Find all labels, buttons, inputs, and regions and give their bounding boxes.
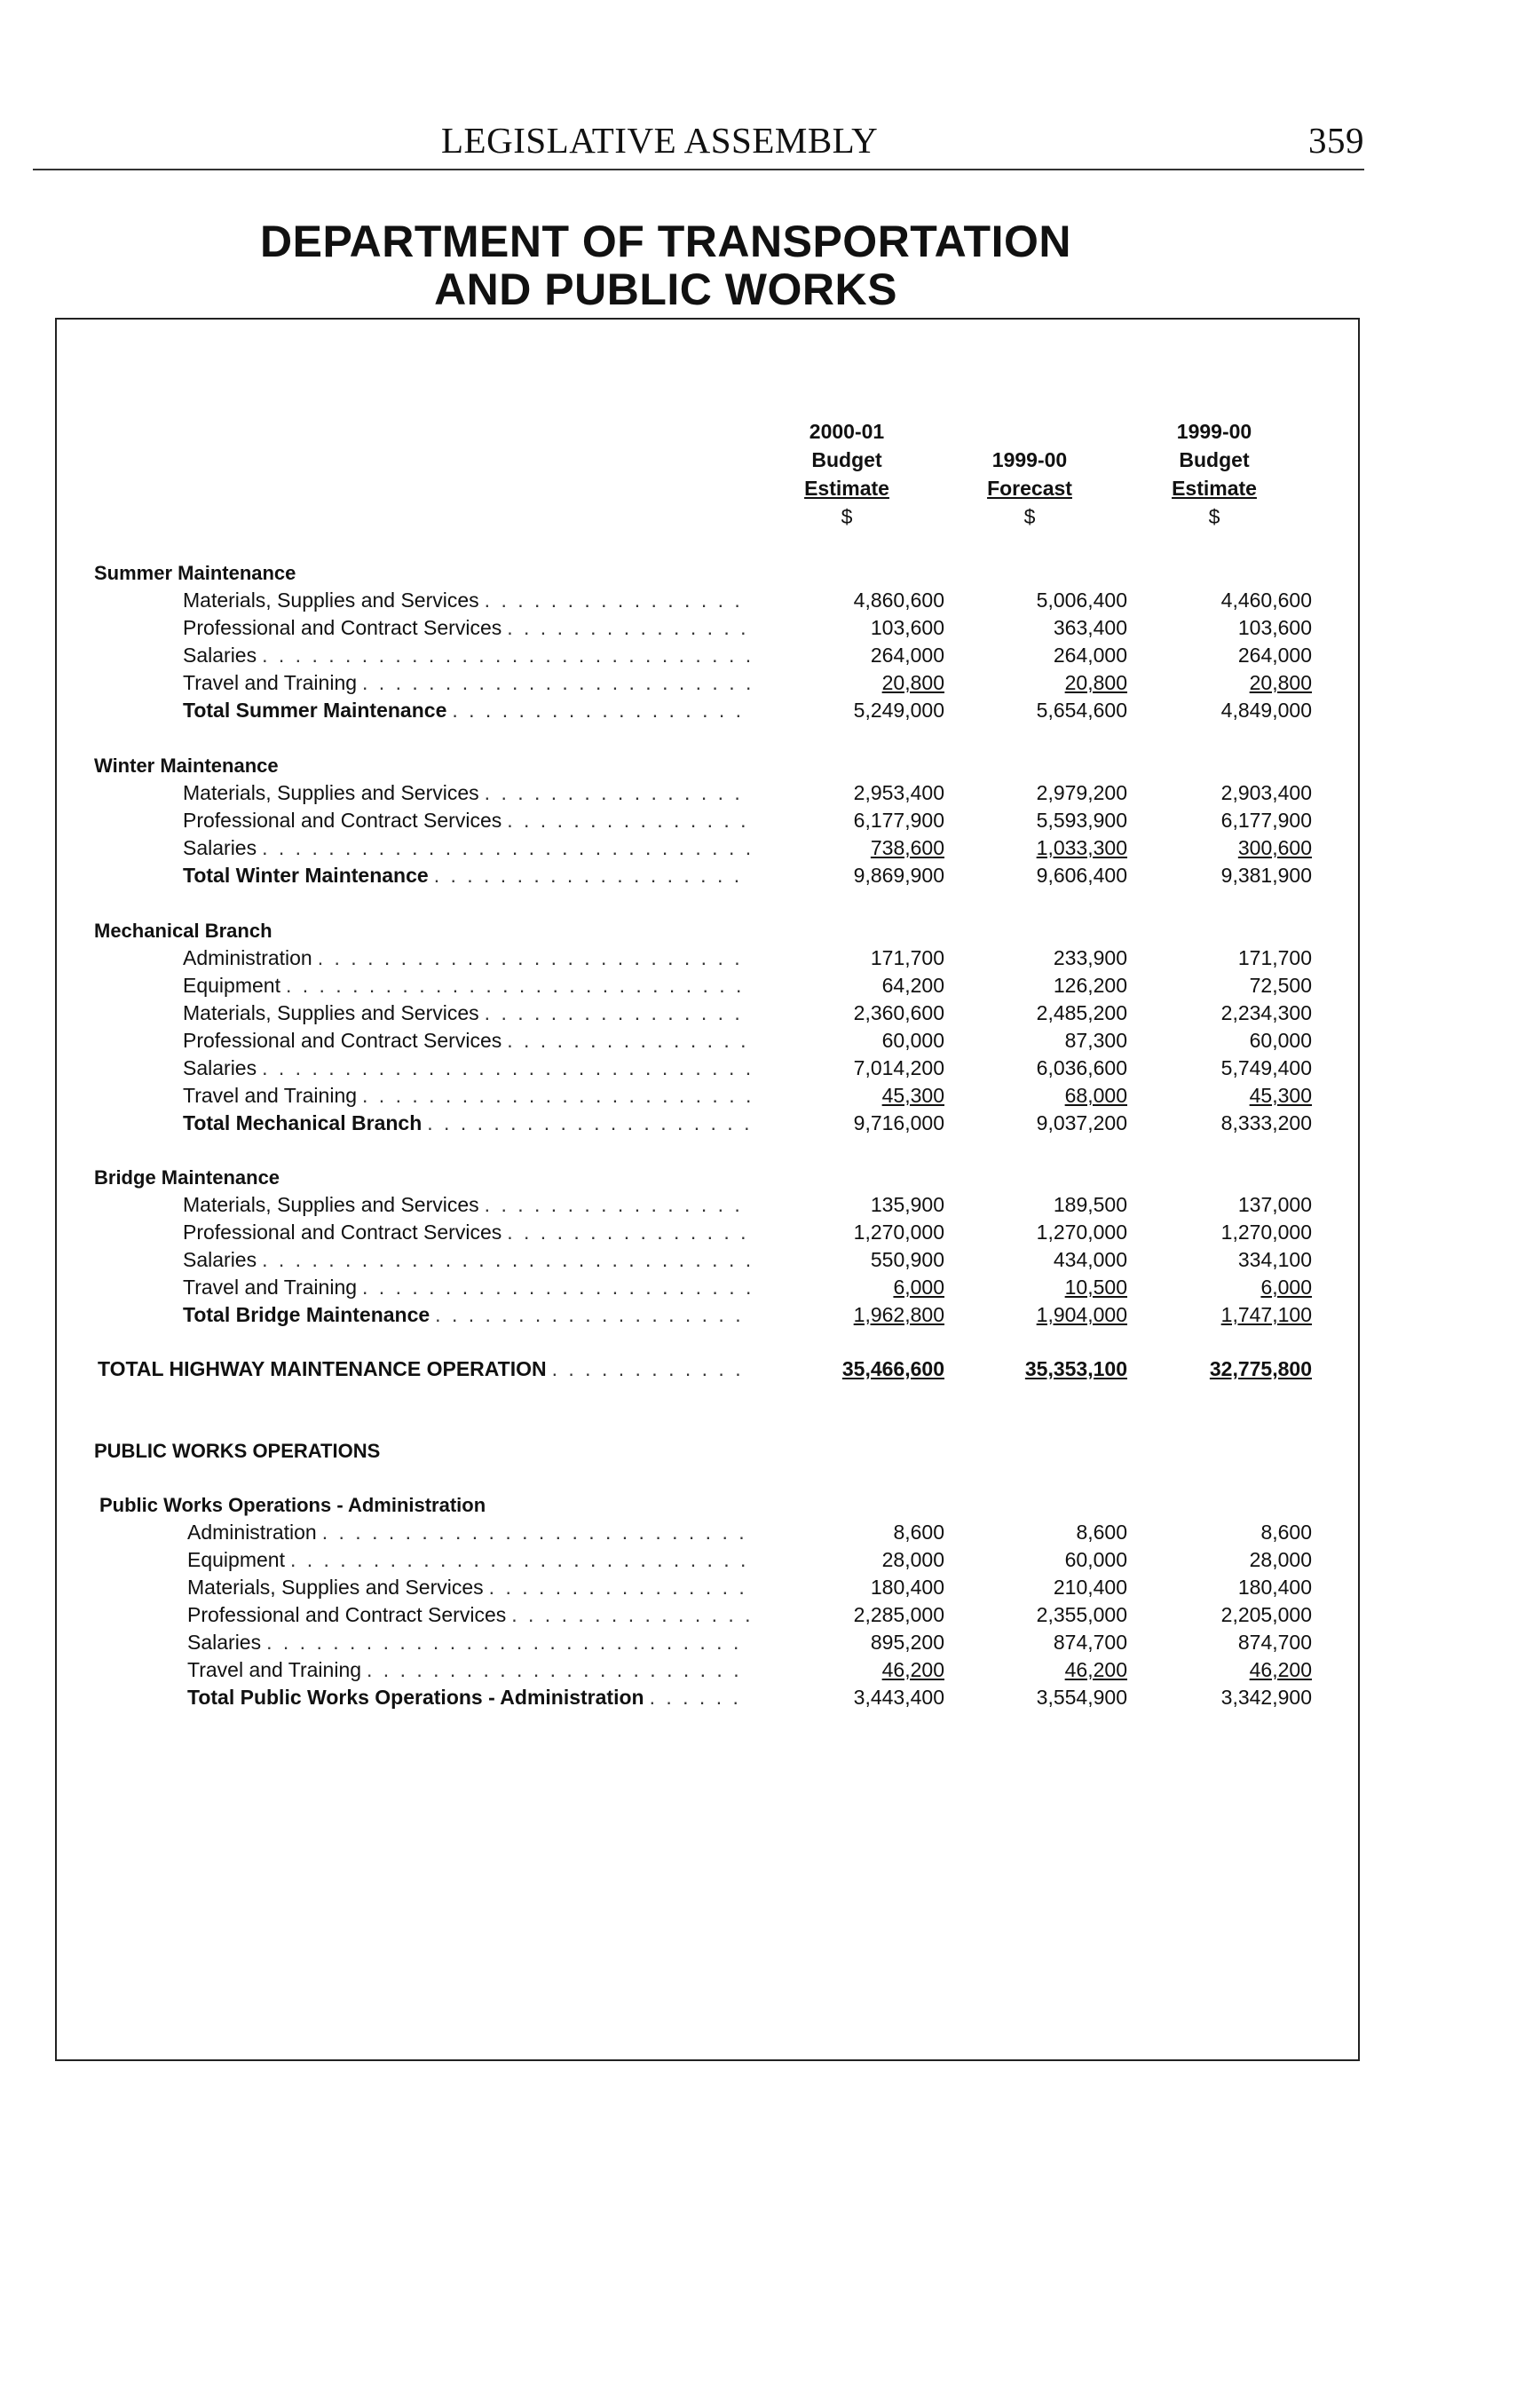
- section-heading: Winter Maintenance: [94, 755, 279, 777]
- page-title-line-2: AND PUBLIC WORKS: [434, 265, 897, 314]
- cell-2000-01-estimate: 28,000: [881, 1548, 944, 1571]
- cell-1999-00-estimate: 103,600: [1237, 616, 1312, 639]
- section-heading: Public Works Operations - Administration: [99, 1494, 486, 1516]
- cell-1999-00-estimate: 2,903,400: [1220, 781, 1312, 804]
- cell-2000-01-estimate: 2,360,600: [853, 1001, 944, 1024]
- cell-1999-00-estimate: 9,381,900: [1220, 864, 1312, 887]
- cell-2000-01-estimate: 895,200: [870, 1631, 944, 1654]
- cell-1999-00-forecast: 2,355,000: [1036, 1603, 1127, 1626]
- row-label: Materials, Supplies and Services . . .: [183, 1191, 751, 1219]
- row-label: Equipment . . .: [183, 972, 751, 999]
- row-label: Professional and Contract Services . . .: [183, 1219, 751, 1246]
- cell-1999-00-forecast: 1,904,000: [1036, 1303, 1127, 1326]
- column-header-line: Budget: [811, 448, 882, 471]
- cell-1999-00-forecast: 35,353,100: [1024, 1357, 1127, 1380]
- table-row: [0, 1191, 1540, 1219]
- cell-1999-00-forecast: 20,800: [1064, 671, 1127, 694]
- cell-1999-00-estimate: 20,800: [1249, 671, 1312, 694]
- row-label: Materials, Supplies and Services . . .: [183, 779, 751, 807]
- table-row: [0, 779, 1540, 807]
- cell-1999-00-estimate: 4,460,600: [1220, 589, 1312, 612]
- cell-1999-00-estimate: 46,200: [1249, 1658, 1312, 1681]
- cell-1999-00-estimate: 28,000: [1249, 1548, 1312, 1571]
- cell-2000-01-estimate: 1,270,000: [853, 1221, 944, 1244]
- cell-1999-00-forecast: 363,400: [1053, 616, 1127, 639]
- cell-2000-01-estimate: 2,285,000: [853, 1603, 944, 1626]
- row-label: Travel and Training . . .: [187, 1656, 751, 1684]
- section-heading-row: [0, 559, 1540, 587]
- row-label: Professional and Contract Services . . .: [187, 1601, 751, 1629]
- cell-1999-00-estimate: 8,333,200: [1220, 1111, 1312, 1134]
- page-title: [222, 217, 1110, 313]
- cell-2000-01-estimate: 6,177,900: [853, 809, 944, 832]
- table-row: [0, 1055, 1540, 1082]
- cell-1999-00-estimate: 264,000: [1237, 644, 1312, 667]
- cell-2000-01-estimate: 60,000: [881, 1029, 944, 1052]
- cell-2000-01-estimate: 8,600: [893, 1521, 944, 1544]
- total-row: [0, 1301, 1540, 1329]
- cell-2000-01-estimate: 5,249,000: [853, 699, 944, 722]
- cell-2000-01-estimate: 103,600: [870, 616, 944, 639]
- cell-1999-00-forecast: 5,654,600: [1036, 699, 1127, 722]
- row-label: Total Public Works Operations - Administration . . .: [187, 1684, 751, 1711]
- currency-label: $: [841, 505, 853, 528]
- cell-1999-00-forecast: 8,600: [1076, 1521, 1127, 1544]
- cell-1999-00-estimate: 45,300: [1249, 1084, 1312, 1107]
- cell-2000-01-estimate: 64,200: [881, 974, 944, 997]
- row-label: Total Summer Maintenance . . .: [183, 697, 751, 724]
- currency-label: $: [1023, 505, 1036, 528]
- cell-2000-01-estimate: 46,200: [881, 1658, 944, 1681]
- cell-2000-01-estimate: 135,900: [870, 1193, 944, 1216]
- row-label: Materials, Supplies and Services . . .: [183, 999, 751, 1027]
- table-row: [0, 999, 1540, 1027]
- cell-1999-00-forecast: 10,500: [1064, 1276, 1127, 1299]
- page-number: 359: [1308, 120, 1364, 161]
- major-section-heading: PUBLIC WORKS OPERATIONS: [94, 1440, 381, 1462]
- cell-1999-00-estimate: 2,234,300: [1220, 1001, 1312, 1024]
- cell-2000-01-estimate: 1,962,800: [853, 1303, 944, 1326]
- row-label: Salaries . . .: [183, 834, 751, 862]
- table-row: [0, 972, 1540, 999]
- cell-2000-01-estimate: 9,869,900: [853, 864, 944, 887]
- page-title-line-1: DEPARTMENT OF TRANSPORTATION: [260, 217, 1071, 266]
- cell-1999-00-estimate: 72,500: [1249, 974, 1312, 997]
- row-label: Salaries . . .: [183, 642, 751, 669]
- running-head: [33, 114, 1364, 170]
- column-header-line: 1999-00: [991, 448, 1068, 471]
- cell-1999-00-estimate: 334,100: [1237, 1248, 1312, 1271]
- column-header-line: Forecast: [987, 477, 1072, 500]
- row-label: Travel and Training . . .: [183, 1274, 751, 1301]
- row-label: Professional and Contract Services . . .: [183, 614, 751, 642]
- section-heading-row: [0, 752, 1540, 779]
- table-row: [0, 1246, 1540, 1274]
- cell-1999-00-forecast: 126,200: [1053, 974, 1127, 997]
- grand-total-row: [0, 1355, 1540, 1383]
- cell-2000-01-estimate: 550,900: [870, 1248, 944, 1271]
- cell-1999-00-forecast: 434,000: [1053, 1248, 1127, 1271]
- table-row: [0, 1027, 1540, 1055]
- cell-2000-01-estimate: 6,000: [893, 1276, 944, 1299]
- table-row: [0, 944, 1540, 972]
- cell-1999-00-forecast: 68,000: [1064, 1084, 1127, 1107]
- cell-1999-00-estimate: 171,700: [1237, 946, 1312, 969]
- cell-1999-00-estimate: 5,749,400: [1220, 1056, 1312, 1079]
- cell-1999-00-forecast: 1,033,300: [1036, 836, 1127, 859]
- total-row: [0, 1684, 1540, 1711]
- total-row: [0, 862, 1540, 889]
- row-label: Professional and Contract Services . . .: [183, 807, 751, 834]
- column-header-1999-00-estimate: [1117, 417, 1312, 531]
- table-row: [0, 587, 1540, 614]
- row-label: Administration . . .: [183, 944, 751, 972]
- table-row: [0, 807, 1540, 834]
- cell-2000-01-estimate: 35,466,600: [841, 1357, 944, 1380]
- cell-1999-00-forecast: 5,006,400: [1036, 589, 1127, 612]
- cell-1999-00-estimate: 300,600: [1237, 836, 1312, 859]
- section-heading-row: [0, 1164, 1540, 1191]
- cell-1999-00-estimate: 2,205,000: [1220, 1603, 1312, 1626]
- table-row: [0, 1219, 1540, 1246]
- column-header-1999-00-forecast: [932, 417, 1127, 531]
- column-header-line: Estimate: [1172, 477, 1257, 500]
- cell-1999-00-estimate: 180,400: [1237, 1576, 1312, 1599]
- cell-2000-01-estimate: 4,860,600: [853, 589, 944, 612]
- cell-1999-00-forecast: 874,700: [1053, 1631, 1127, 1654]
- cell-1999-00-estimate: 3,342,900: [1220, 1686, 1312, 1709]
- table-row: [0, 1082, 1540, 1110]
- table-row: [0, 1274, 1540, 1301]
- cell-2000-01-estimate: 180,400: [870, 1576, 944, 1599]
- cell-1999-00-estimate: 6,177,900: [1220, 809, 1312, 832]
- cell-1999-00-forecast: 189,500: [1053, 1193, 1127, 1216]
- table-row: [0, 642, 1540, 669]
- cell-1999-00-estimate: 1,270,000: [1220, 1221, 1312, 1244]
- cell-1999-00-forecast: 233,900: [1053, 946, 1127, 969]
- total-row: [0, 1110, 1540, 1137]
- row-label: Materials, Supplies and Services . . .: [183, 587, 751, 614]
- cell-1999-00-estimate: 6,000: [1260, 1276, 1312, 1299]
- row-label: Total Winter Maintenance . . .: [183, 862, 751, 889]
- section-heading: Bridge Maintenance: [94, 1166, 280, 1189]
- row-label: Travel and Training . . .: [183, 1082, 751, 1110]
- cell-1999-00-estimate: 8,600: [1260, 1521, 1312, 1544]
- cell-1999-00-forecast: 6,036,600: [1036, 1056, 1127, 1079]
- table-row: [0, 1574, 1540, 1601]
- row-label: Travel and Training . . .: [183, 669, 751, 697]
- table-row: [0, 1546, 1540, 1574]
- table-row: [0, 1519, 1540, 1546]
- cell-2000-01-estimate: 738,600: [870, 836, 944, 859]
- cell-1999-00-estimate: 137,000: [1237, 1193, 1312, 1216]
- row-label: Salaries . . .: [183, 1246, 751, 1274]
- section-heading-row: [0, 917, 1540, 944]
- cell-1999-00-forecast: 2,979,200: [1036, 781, 1127, 804]
- cell-1999-00-forecast: 264,000: [1053, 644, 1127, 667]
- row-label: Total Mechanical Branch . . .: [183, 1110, 751, 1137]
- cell-1999-00-estimate: 1,747,100: [1220, 1303, 1312, 1326]
- cell-2000-01-estimate: 7,014,200: [853, 1056, 944, 1079]
- table-row: [0, 1629, 1540, 1656]
- cell-2000-01-estimate: 2,953,400: [853, 781, 944, 804]
- cell-2000-01-estimate: 264,000: [870, 644, 944, 667]
- column-header-line: Budget: [1179, 448, 1250, 471]
- cell-1999-00-forecast: 87,300: [1064, 1029, 1127, 1052]
- column-header-line: 1999-00: [1176, 420, 1252, 443]
- cell-2000-01-estimate: 45,300: [881, 1084, 944, 1107]
- cell-2000-01-estimate: 9,716,000: [853, 1111, 944, 1134]
- running-title: LEGISLATIVE ASSEMBLY: [441, 120, 879, 161]
- cell-2000-01-estimate: 20,800: [881, 671, 944, 694]
- cell-1999-00-forecast: 9,606,400: [1036, 864, 1127, 887]
- table-row: [0, 1656, 1540, 1684]
- cell-1999-00-forecast: 46,200: [1064, 1658, 1127, 1681]
- cell-2000-01-estimate: 3,443,400: [853, 1686, 944, 1709]
- total-row: [0, 697, 1540, 724]
- row-label: Salaries . . .: [183, 1055, 751, 1082]
- table-row: [0, 669, 1540, 697]
- cell-1999-00-estimate: 874,700: [1237, 1631, 1312, 1654]
- row-label: Salaries . . .: [187, 1629, 751, 1656]
- column-header-line: 2000-01: [809, 420, 885, 443]
- row-label: TOTAL HIGHWAY MAINTENANCE OPERATION . . .: [98, 1355, 751, 1383]
- row-label: Equipment . . .: [187, 1546, 751, 1574]
- cell-1999-00-forecast: 60,000: [1064, 1548, 1127, 1571]
- row-label: Total Bridge Maintenance . . .: [183, 1301, 751, 1329]
- cell-1999-00-estimate: 60,000: [1249, 1029, 1312, 1052]
- cell-1999-00-forecast: 5,593,900: [1036, 809, 1127, 832]
- table-row: [0, 834, 1540, 862]
- section-heading: Mechanical Branch: [94, 920, 272, 942]
- table-row: [0, 1601, 1540, 1629]
- cell-1999-00-forecast: 2,485,200: [1036, 1001, 1127, 1024]
- section-heading-row: [0, 1437, 1540, 1465]
- column-header-line: Estimate: [804, 477, 889, 500]
- column-header-line: [932, 417, 1127, 446]
- table-row: [0, 614, 1540, 642]
- cell-1999-00-forecast: 3,554,900: [1036, 1686, 1127, 1709]
- row-label: Materials, Supplies and Services . . .: [187, 1574, 751, 1601]
- column-header-2000-01-estimate: [749, 417, 944, 531]
- section-heading: Summer Maintenance: [94, 562, 296, 584]
- row-label: Administration . . .: [187, 1519, 751, 1546]
- cell-2000-01-estimate: 171,700: [870, 946, 944, 969]
- cell-1999-00-estimate: 32,775,800: [1209, 1357, 1312, 1380]
- row-label: Professional and Contract Services . . .: [183, 1027, 751, 1055]
- cell-1999-00-estimate: 4,849,000: [1220, 699, 1312, 722]
- cell-1999-00-forecast: 1,270,000: [1036, 1221, 1127, 1244]
- section-heading-row: [0, 1491, 1540, 1519]
- currency-label: $: [1208, 505, 1220, 528]
- cell-1999-00-forecast: 210,400: [1053, 1576, 1127, 1599]
- cell-1999-00-forecast: 9,037,200: [1036, 1111, 1127, 1134]
